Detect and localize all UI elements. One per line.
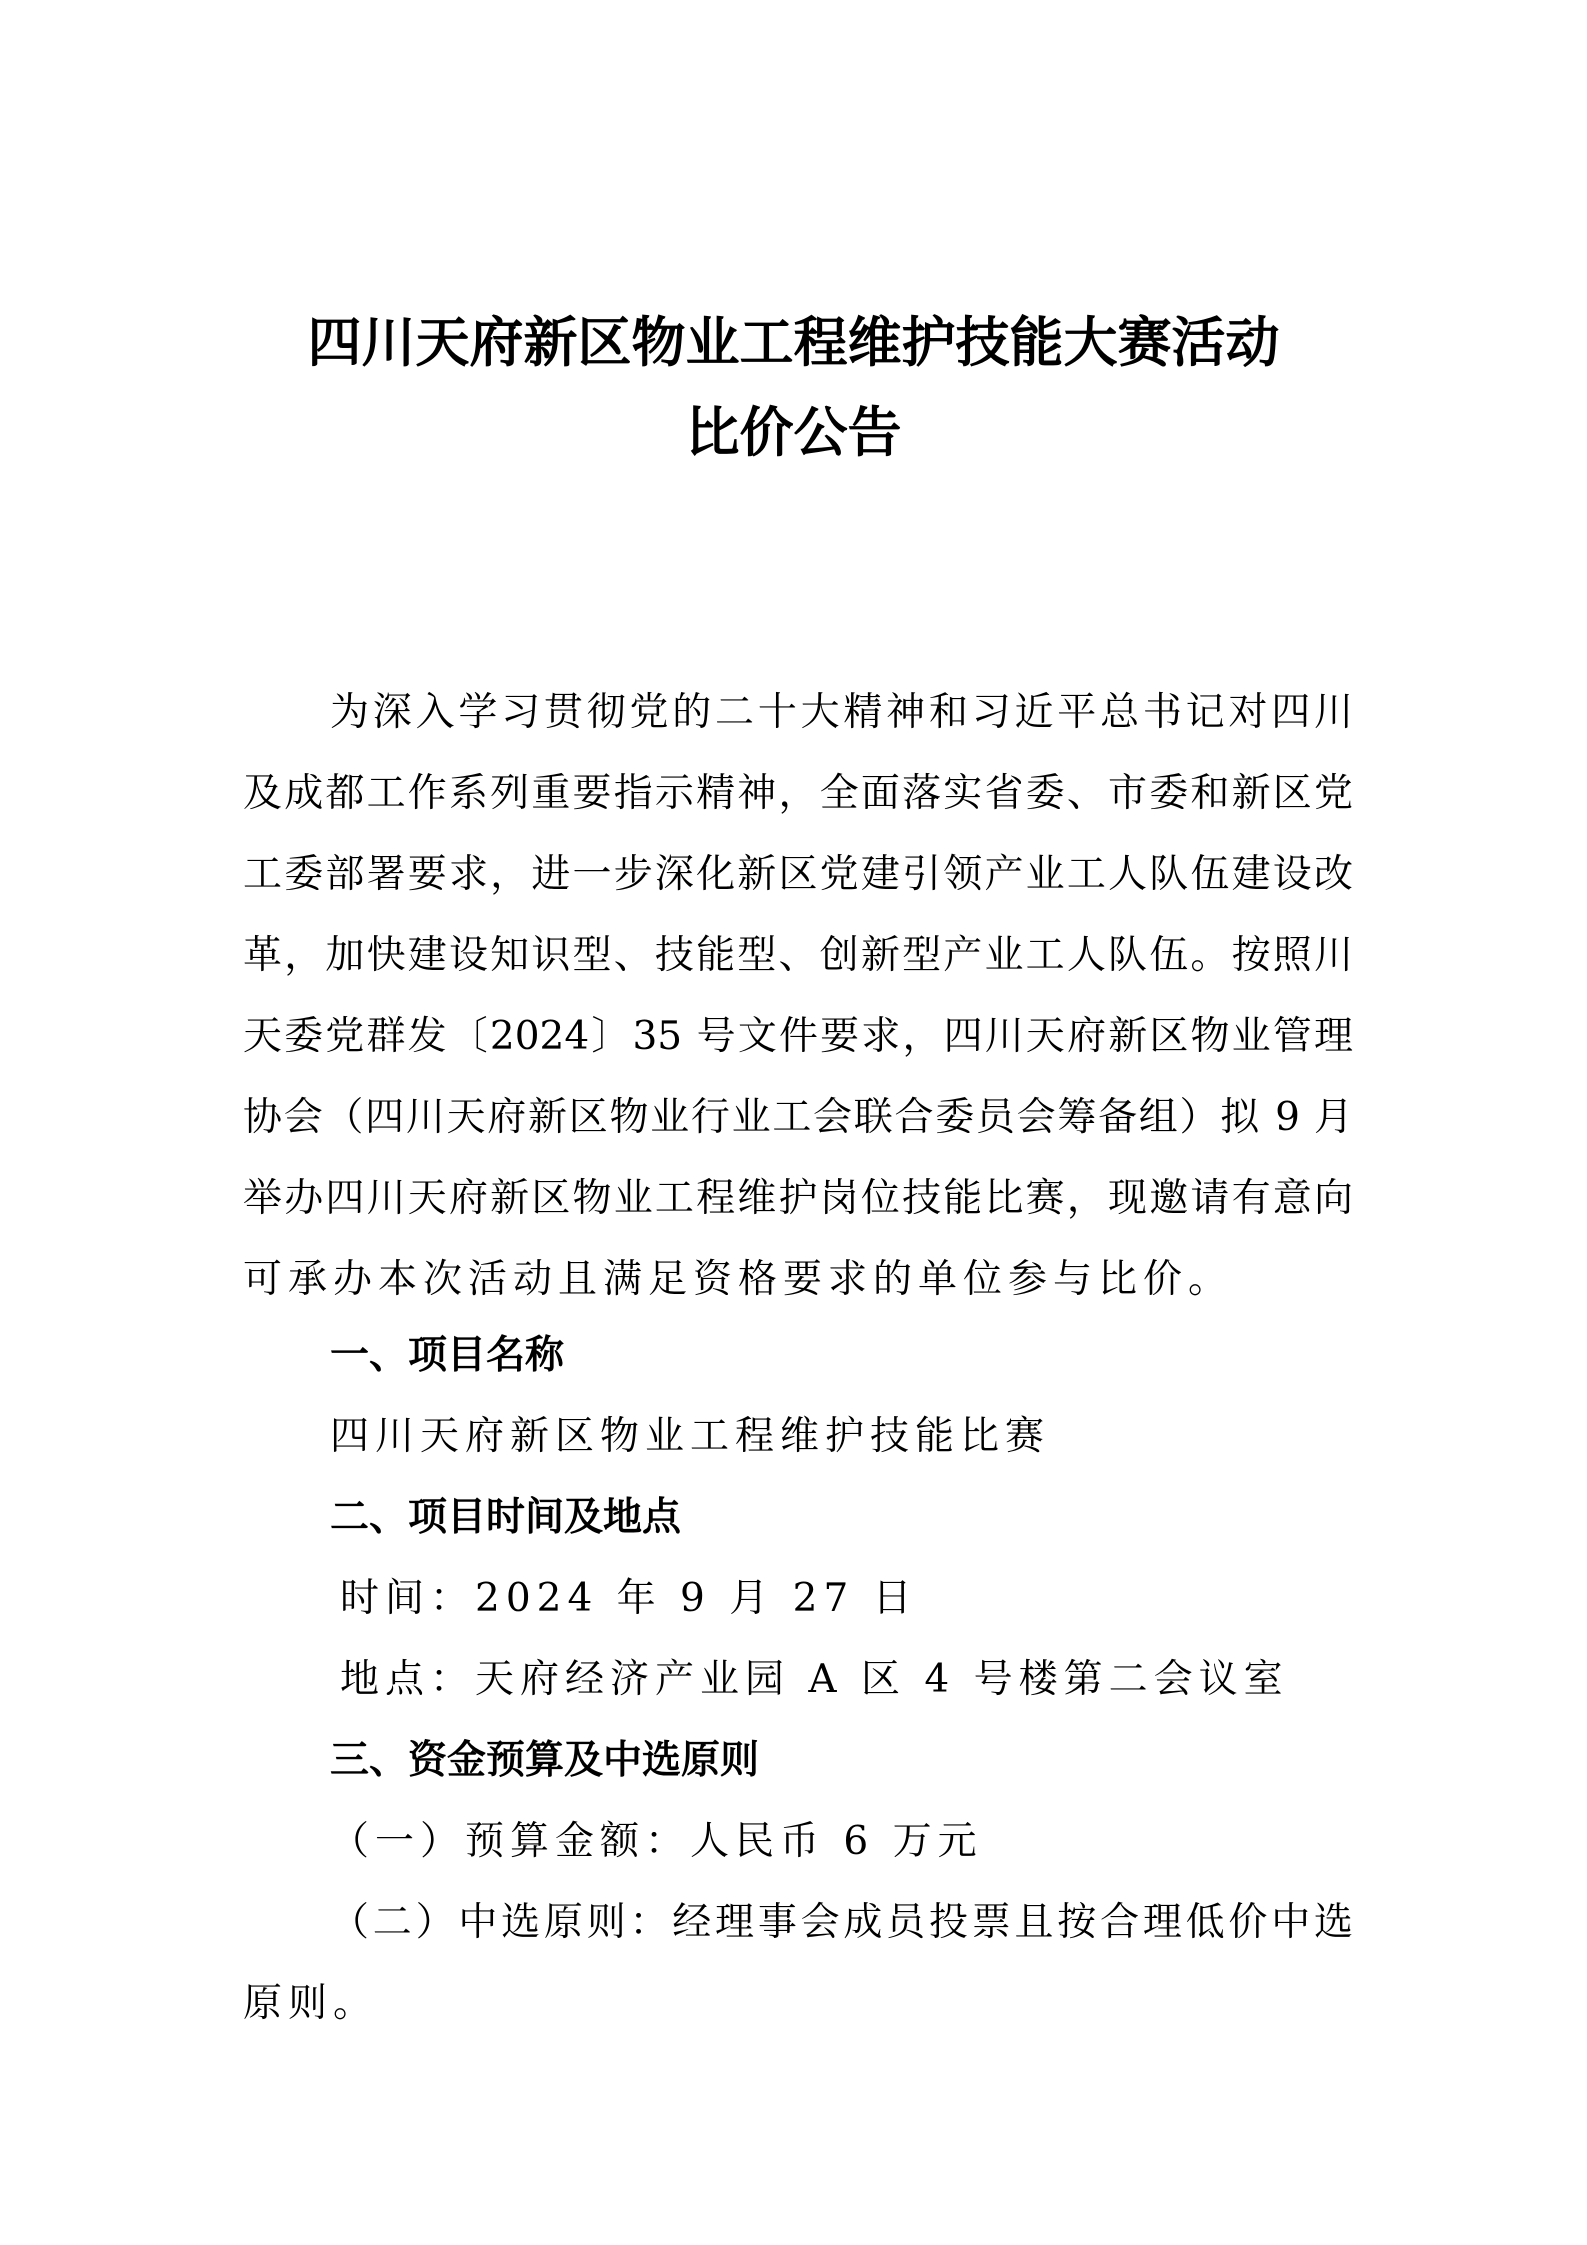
- intro-paragraph-line: 及成都工作系列重要指示精神，全面落实省委、市委和新区党: [243, 771, 1353, 816]
- project-time: 时间：2024 年 9 月 27 日: [340, 1576, 918, 1621]
- project-name-value: 四川天府新区物业工程维护技能比赛: [330, 1414, 1051, 1459]
- document-title-line1: 四川天府新区物业工程维护技能大赛活动: [307, 310, 1280, 374]
- intro-paragraph-line: 革，加快建设知识型、技能型、创新型产业工人队伍。按照川: [243, 933, 1353, 978]
- intro-paragraph-line: 可承办本次活动且满足资格要求的单位参与比价。: [243, 1257, 1234, 1302]
- project-location: 地点：天府经济产业园 A 区 4 号楼第二会议室: [340, 1657, 1289, 1702]
- section-heading-project-name: 一、项目名称: [330, 1333, 565, 1378]
- intro-paragraph-line: 协会（四川天府新区物业行业工会联合委员会筹备组）拟 9 月: [243, 1095, 1353, 1140]
- section-heading-time-location: 二、项目时间及地点: [330, 1495, 682, 1540]
- selection-principle-continued: 原则。: [243, 1981, 379, 2026]
- intro-paragraph-line: 工委部署要求，进一步深化新区党建引领产业工人队伍建设改: [243, 852, 1353, 897]
- intro-paragraph-line: 举办四川天府新区物业工程维护岗位技能比赛，现邀请有意向: [243, 1176, 1353, 1221]
- intro-paragraph-line: 天委党群发〔2024〕35 号文件要求，四川天府新区物业管理: [243, 1014, 1353, 1059]
- selection-principle: （二）中选原则：经理事会成员投票且按合理低价中选: [330, 1900, 1353, 1945]
- intro-paragraph-line: 为深入学习贯彻党的二十大精神和习近平总书记对四川: [330, 690, 1353, 735]
- budget-amount: （一）预算金额：人民币 6 万元: [330, 1819, 983, 1864]
- document-title-line2: 比价公告: [685, 400, 902, 464]
- section-heading-budget: 三、资金预算及中选原则: [330, 1738, 760, 1783]
